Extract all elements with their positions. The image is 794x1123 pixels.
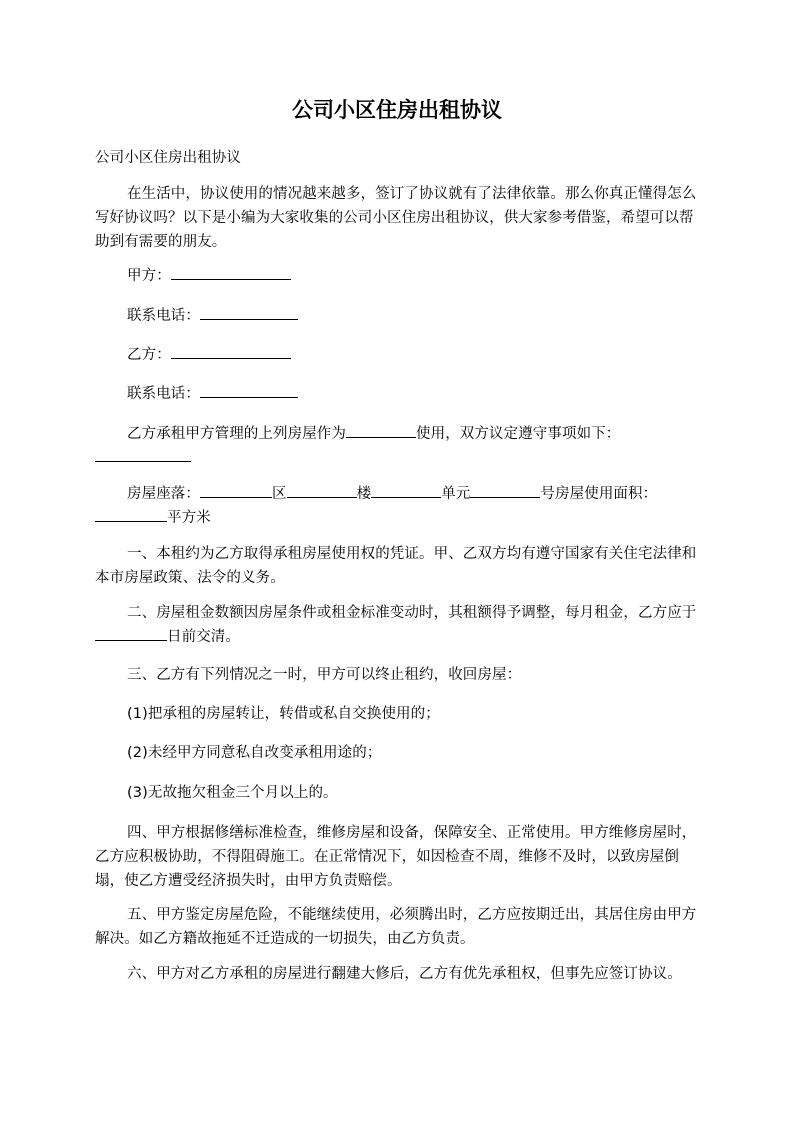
number-label: 号房屋使用面积： <box>540 486 658 502</box>
building-blank <box>287 483 357 498</box>
clause-2-text-after: 日前交清。 <box>167 629 240 645</box>
phone-b-label: 联系电话： <box>127 386 200 402</box>
unit-blank <box>371 483 441 498</box>
number-blank <box>470 483 540 498</box>
document-title: 公司小区住房出租协议 <box>292 97 502 122</box>
area-unit-label: 平方米 <box>167 510 211 526</box>
clause-5: 五、甲方鉴定房屋危险，不能继续使用，必须腾出时，乙方应按期迁出，其居住房由甲方解决。如乙方籍故拖延不迁造成的一切损失，由乙方负责。 <box>95 907 697 947</box>
usage-text-before: 乙方承租甲方管理的上列房屋作为 <box>127 426 346 442</box>
phone-a-blank <box>200 305 298 320</box>
location-label: 房屋座落： <box>127 486 200 502</box>
location-paragraph <box>95 482 699 530</box>
party-b-line <box>95 343 699 367</box>
party-b-blank <box>171 344 291 359</box>
clause-2-text-before: 二、房屋租金数额因房屋条件或租金标准变动时，其租额得予调整，每月租金，乙方应于 <box>127 605 697 621</box>
clause-3-item-1: (1)把承租的房屋转让，转借或私自交换使用的； <box>127 706 440 722</box>
party-a-line <box>95 264 699 288</box>
usage-trailing-blank <box>95 447 191 462</box>
clause-1: 一、本租约为乙方取得承租房屋使用权的凭证。甲、乙双方均有遵守国家有关住宅法律和本市房屋政策、法令的义务。 <box>95 546 697 586</box>
district-label: 区 <box>272 486 287 502</box>
phone-b-blank <box>200 383 298 398</box>
phone-a-label: 联系电话： <box>127 308 200 324</box>
clause-3-item-2: (2)未经甲方同意私自改变承租用途的； <box>127 745 382 761</box>
area-blank <box>95 507 167 522</box>
clause-2 <box>95 601 699 649</box>
intro-paragraph: 在生活中，协议使用的情况越来越多，签订了协议就有了法律依靠。那么你真正懂得怎么写好协议吗？以下是小编为大家收集的公司小区住房出租协议，供大家参考借鉴，希望可以帮助到有需要的朋友。 <box>95 186 697 250</box>
clause-2-blank <box>95 626 167 641</box>
usage-text-after: 使用，双方议定遵守事项如下： <box>416 426 621 442</box>
district-blank <box>200 483 272 498</box>
phone-b-line <box>95 382 699 406</box>
usage-paragraph <box>95 422 699 470</box>
party-a-label: 甲方： <box>127 268 171 284</box>
clause-3-item-3: (3)无故拖欠租金三个月以上的。 <box>127 785 338 801</box>
clause-4: 四、甲方根据修缮标准检查，维修房屋和设备，保障安全、正常使用。甲方维修房屋时，乙方应积极协助，不得阻碍施工。在正常情况下，如因检查不周，维修不及时，以致房屋倒塌，使乙方遭受经济损失时，由甲方负责赔偿。 <box>95 825 697 889</box>
party-b-label: 乙方： <box>127 347 171 363</box>
phone-a-line <box>95 304 699 328</box>
clause-3: 三、乙方有下列情况之一时，甲方可以终止租约，收回房屋： <box>127 667 522 683</box>
unit-label: 单元 <box>441 486 471 502</box>
usage-blank <box>346 423 416 438</box>
document-subtitle: 公司小区住房出租协议 <box>95 150 241 166</box>
clause-6: 六、甲方对乙方承租的房屋进行翻建大修后，乙方有优先承租权，但事先应签订协议。 <box>127 966 682 982</box>
building-label: 楼 <box>356 486 372 502</box>
party-a-blank <box>171 265 291 280</box>
